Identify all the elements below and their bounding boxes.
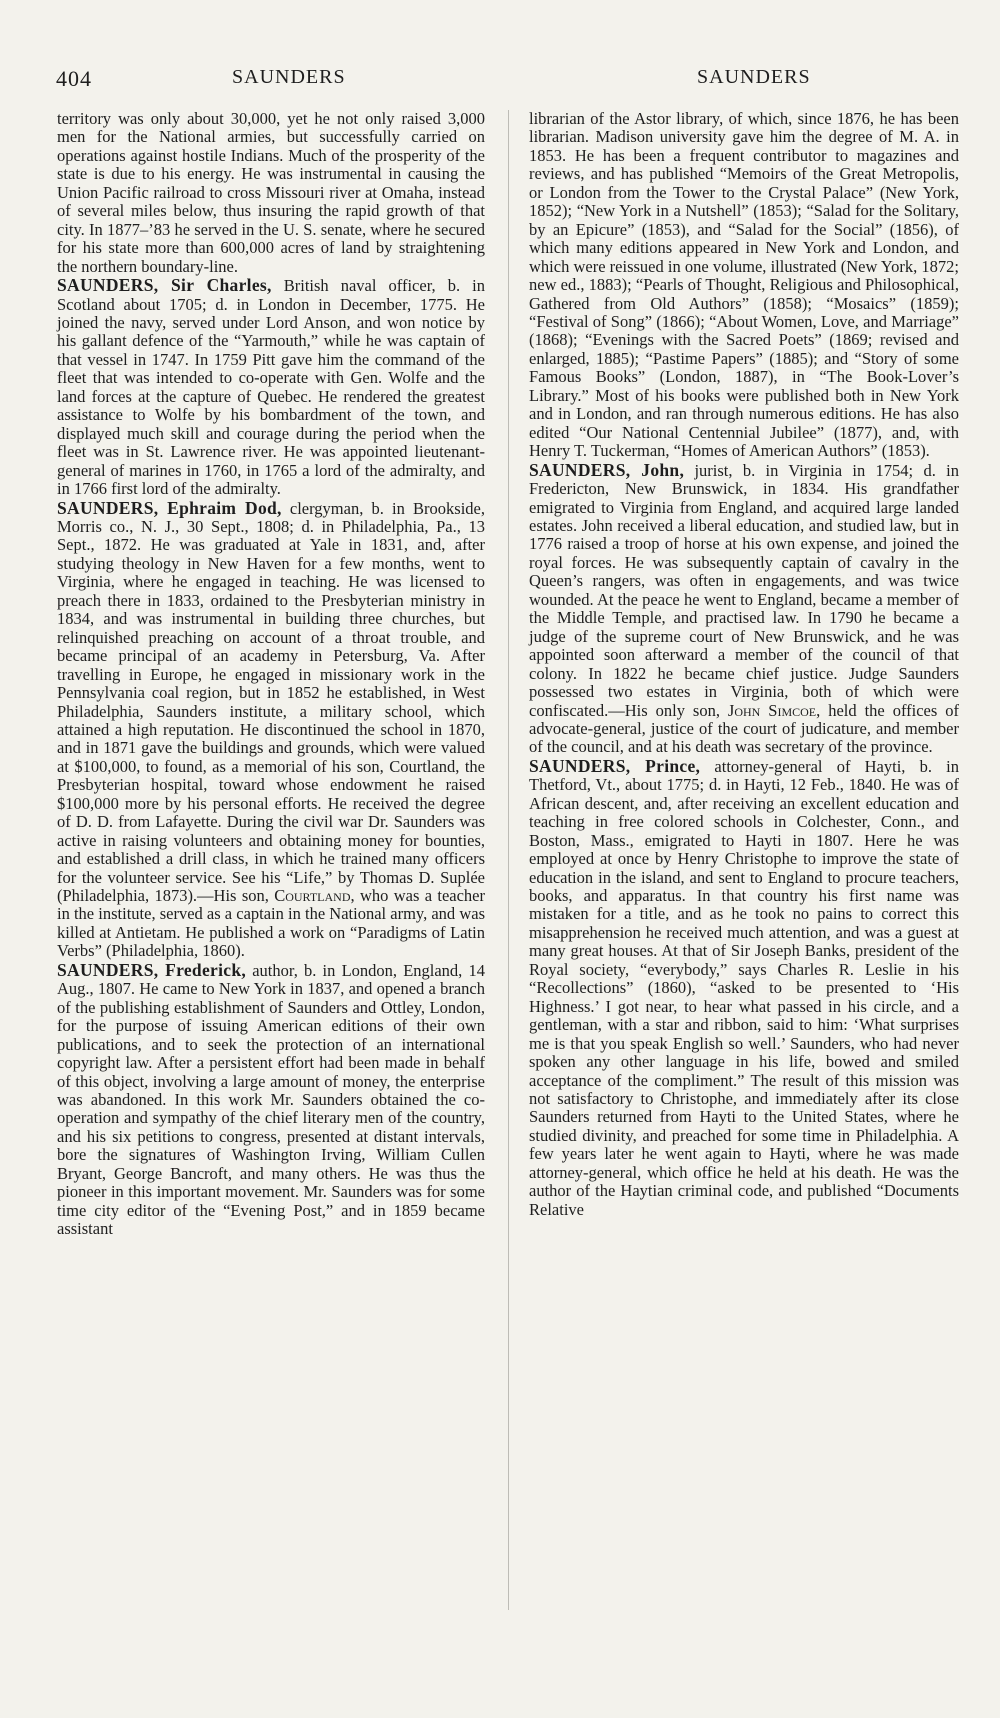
entry-charles [57,276,485,498]
continuation-paragraph: territory was only about 30,000, yet he not only raised 3,000 men for the National armies, but successfully carried on operations against hostile Indians. Much of the prosperity of the state is due to his energy. He was instrumental in causing the Union Pacific railroad to cross Missouri river at Omaha, instead of several miles below, thus insuring the rapid growth of that city. In 1877–’83 he served in the U. S. senate, where he secured for his state more than 600,000 acres of land by straightening the northern boundary-line. [57,109,485,276]
entry-son-name: Courtland [274,886,351,906]
continuation-paragraph-right: librarian of the Astor library, of which, since 1876, he has been librarian. Madison university gave him the degree of M. A. in 1853. He has been a frequent contributor to magazines and reviews, and has published “Memoirs of the Great Metropolis, or London from the Tower to the Crystal Palace” (New York, 1852); “New York in a Nutshell” (1853); “Salad for the Solitary, by an Epicure” (1853), and “Salad for the Social” (1856), of which many editions appeared in New York and London, and which were reissued in one volume, illustrated (New York, 1872; new ed., 1883); “Pearls of Thought, Religious and Philosophical, Gathered from Old Authors” (1858); “Mosaics” (1859); “Festival of Song” (1866); “About Women, Love, and Marriage” (1868); “Evenings with the Sacred Poets” (1869; revised and enlarged, 1885); “Pastime Papers” (1885); and “Story of some Famous Books” (London, 1887), in “The Book-Lover’s Library.” Most of his books were published both in New York and in London, and ran through numerous editions. He has also edited “Our National Centennial Jubilee” (1877), and, with Henry T. Tuckerman, “Homes of American Authors” (1853). [529,109,959,461]
entry-heading-charles: SAUNDERS, Sir Charles, [57,275,272,296]
entry-heading-john: SAUNDERS, John, [529,459,685,480]
entry-heading-prince: SAUNDERS, Prince, [529,755,701,776]
entry-prince [529,757,959,1219]
header-right-title: SAUNDERS [697,66,811,88]
entry-heading-frederick: SAUNDERS, Frederick, [57,959,247,980]
entry-body-ephraim: clergyman, b. in Brookside, Morris co., N. J., 30 Sept., 1808; d. in Philadelphia, Pa., 13 Sept., 1872. He was graduated at Yale in 1831, and, after studying theology in New Haven for a few months, went to Virginia, where he engaged in teaching. He was licensed to preach there in 1833, ordained to the Presbyterian ministry in 1834, and was instrumental in building three churches, but relinquished preaching on account of a throat trouble, and became principal of an academy in Petersburg, Va. After travelling in Europe, he engaged in missionary work in the Pennsylvania coal region, but in 1852 he established, in West Philadelphia, Saunders institute, a military school, which attained a high reputation. He discontinued the school in 1870, and in 1871 gave the buildings and grounds, which were valued at $100,000, to found, as a memorial of his son, Courtland, the Presbyterian hospital, toward whose endowment he raised $100,000 more by his personal efforts. He received the degree of D. D. from Lafayette. During the civil war Dr. Saunders was active in raising volunteers and obtaining money for bounties, and established a drill class, in which he trained many officers for the volunteer service. See his “Life,” by Thomas D. Suplée (Philadelphia, 1873).—His son, [57,498,485,906]
entry-body-ephraim-tail: , who was a teacher in the institute, served as a captain in the National army, and was killed at Antietam. He published a work on “Paradigms of Latin Verbs” (Philadelphia, 1860). [57,886,485,961]
entry-body-prince: attorney-general of Hayti, b. in Thetford, Vt., about 1775; d. in Hayti, 12 Feb., 1840. He was of African descent, and, after receiving an excellent education and teaching in free colored schools in Colchester, Conn., and Boston, Mass., emigrated to Hayti in 1807. Here he was employed at once by Henry Christophe to improve the state of education in the island, and sent to England to procure teachers, books, and apparatus. In that country his first name was mistaken for a title, and as he took no pains to correct this misapprehension he received much attention, and was a guest at many great houses. At that of Sir Joseph Banks, president of the Royal society, “everybody,” says Charles R. Leslie in his “Recollections” (1860), “asked to be presented to ‘His Highness.’ I got near, to hear what passed in his circle, and a gentleman, with a star and ribbon, said to him: ‘What surprises me is that you speak English so well.’ Saunders, who had never spoken any other language in his life, bowed and smiled acceptance of the compliment.” The result of this mission was not satisfactory to Christophe, and immediately after its close Saunders returned from Hayti to the United States, where he studied divinity, and preached for some time in Philadelphia. A few years later he went again to Hayti, where he was made attorney-general, which office he held at his death. He was the author of the Haytian criminal code, and published “Documents Relative [529,756,960,1219]
entry-ephraim [57,499,485,961]
entry-body-charles: British naval officer, b. in Scotland about 1705; d. in London in December, 1775. He joined the navy, served under Lord Anson, and won notice by his gallant defence of the “Yarmouth,” while he was captain of that vessel in 1747. In 1759 Pitt gave him the command of the fleet that was intended to co-operate with Gen. Wolfe and the land forces at the capture of Quebec. He rendered the greatest assistance to Wolfe by his bombardment of the town, and displayed much skill and courage during the period when the fleet was in St. Lawrence river. He was appointed lieutenant-general of marines in 1760, in 1765 a lord of the admiralty, and in 1766 first lord of the admiralty. [57,276,485,499]
entry-heading-ephraim: SAUNDERS, Ephraim Dod, [57,497,282,518]
entry-son-name-john: John Simcoe [727,700,817,720]
entry-body-john-tail: , held the offices of advocate-general, justice of the court of judicature, and member of the council, and at his death was secretary of the province. [529,700,959,757]
running-header [0,66,1000,96]
page-number: 404 [56,66,92,91]
entry-body-john: jurist, b. in Virginia in 1754; d. in Fredericton, New Brunswick, in 1834. His grandfather emigrated to Virginia from England, and acquired large landed estates. John received a liberal education, and studied law, but in 1776 raised a troop of horse at his own expense, and joined the royal forces. He was subsequently captain of cavalry in the Queen’s rangers, was often in engagements, and was twice wounded. At the peace he went to England, became a member of the Middle Temple, and practised law. In 1790 he became a judge of the supreme court of New Brunswick, and he was appointed soon afterward a member of the council of that colony. In 1822 he became chief justice. Judge Saunders possessed two estates in Virginia, both of which were confiscated.—His only son, [529,460,960,720]
right-column [529,110,959,1219]
header-left-title: SAUNDERS [232,66,346,88]
entry-frederick [57,961,485,1239]
entry-john [529,461,959,757]
left-column [57,110,485,1239]
column-divider [508,110,509,1610]
entry-body-frederick: author, b. in London, England, 14 Aug., 1807. He came to New York in 1837, and opened a branch of the publishing establishment of Saunders and Ottley, London, for the purpose of issuing American editions of their own publications, and to seek the protection of an international copyright law. After a persistent effort had been made in behalf of this object, involving a large amount of money, the enterprise was abandoned. In this work Mr. Saunders obtained the co-operation and sympathy of the chief literary men of the country, and his six petitions to congress, presented at distant intervals, bore the signatures of Washington Irving, William Cullen Bryant, George Bancroft, and many others. He was thus the pioneer in this important movement. Mr. Saunders was for some time city editor of the “Evening Post,” and in 1859 became assistant [57,960,485,1239]
